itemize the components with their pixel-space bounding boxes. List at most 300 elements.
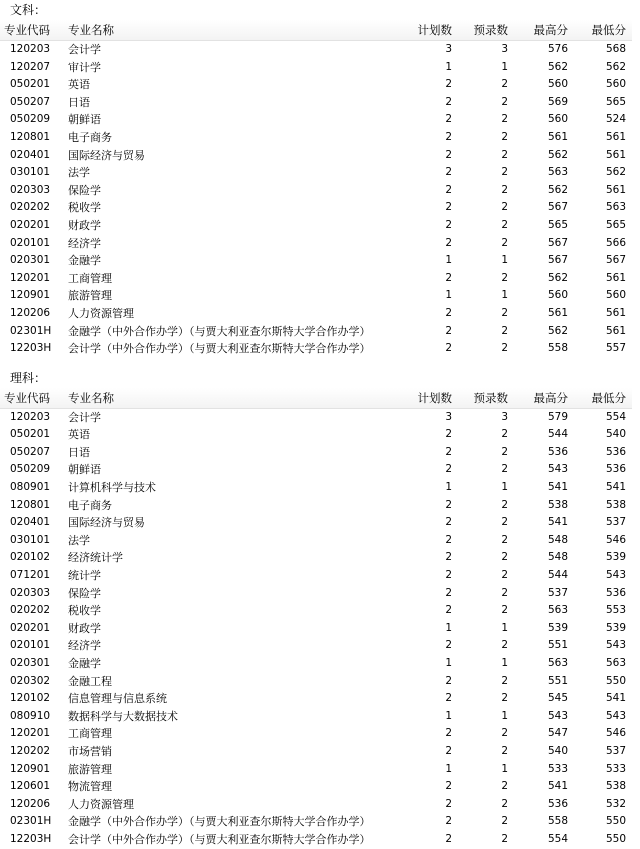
cell-max-score: 558 bbox=[547, 815, 568, 828]
cell-plan-count: 2 bbox=[445, 113, 452, 126]
cell-max-score: 544 bbox=[547, 569, 568, 582]
cell-pre-admit-count: 2 bbox=[501, 586, 508, 599]
cell-pre-admit-count: 1 bbox=[501, 709, 508, 722]
cell-pre-admit-count: 2 bbox=[501, 832, 508, 845]
cell-pre-admit-count: 1 bbox=[501, 657, 508, 669]
cell-major-code: 020202 bbox=[10, 201, 51, 214]
cell-major-name: 经济统计学 bbox=[68, 551, 123, 565]
cell-major-code: 120102 bbox=[10, 692, 51, 705]
cell-plan-count: 2 bbox=[445, 692, 452, 705]
cell-major-name: 保险学 bbox=[68, 183, 101, 197]
cell-plan-count: 2 bbox=[445, 95, 452, 108]
table-row bbox=[0, 796, 632, 814]
cell-plan-count: 1 bbox=[445, 762, 452, 775]
cell-major-code: 120207 bbox=[10, 60, 51, 73]
cell-major-name: 金融学（中外合作办学）（与贾大利亚查尔斯特大学合作办学） bbox=[68, 324, 371, 338]
cell-plan-count: 2 bbox=[445, 445, 452, 458]
cell-max-score: 545 bbox=[547, 692, 568, 705]
cell-major-code: 020201 bbox=[10, 621, 51, 634]
table-row bbox=[0, 567, 632, 585]
table-header-row bbox=[0, 20, 632, 41]
cell-plan-count: 2 bbox=[445, 815, 452, 828]
cell-major-name: 市场营销 bbox=[68, 744, 112, 758]
table-row bbox=[0, 340, 632, 358]
column-header-pre-admit: 预录数 bbox=[458, 20, 514, 41]
cell-plan-count: 2 bbox=[445, 744, 452, 757]
cell-pre-admit-count: 1 bbox=[501, 254, 508, 267]
cell-pre-admit-count: 2 bbox=[501, 324, 508, 337]
cell-pre-admit-count: 3 bbox=[501, 410, 508, 423]
cell-pre-admit-count: 2 bbox=[501, 342, 508, 355]
column-header-plan: 计划数 bbox=[392, 388, 458, 409]
cell-major-name: 朝鲜语 bbox=[68, 113, 101, 127]
cell-max-score: 551 bbox=[547, 639, 568, 652]
cell-major-name: 财政学 bbox=[68, 621, 101, 635]
table-row bbox=[0, 270, 632, 288]
cell-plan-count: 2 bbox=[445, 604, 452, 617]
cell-major-code: 020303 bbox=[10, 586, 51, 599]
cell-pre-admit-count: 2 bbox=[501, 78, 508, 91]
cell-max-score: 560 bbox=[547, 78, 568, 91]
cell-min-score: 554 bbox=[605, 410, 626, 423]
cell-min-score: 550 bbox=[605, 832, 626, 845]
cell-major-name: 日语 bbox=[68, 95, 90, 109]
cell-plan-count: 2 bbox=[445, 428, 452, 441]
cell-pre-admit-count: 1 bbox=[501, 762, 508, 775]
cell-major-name: 法学 bbox=[68, 533, 90, 547]
cell-major-name: 人力资源管理 bbox=[68, 797, 134, 811]
cell-max-score: 540 bbox=[547, 744, 568, 757]
cell-pre-admit-count: 2 bbox=[501, 815, 508, 828]
cell-pre-admit-count: 2 bbox=[501, 797, 508, 810]
table-row bbox=[0, 41, 632, 59]
cell-major-name: 金融学（中外合作办学）（与贾大利亚查尔斯特大学合作办学） bbox=[68, 815, 371, 829]
cell-plan-count: 2 bbox=[445, 569, 452, 582]
table-row bbox=[0, 217, 632, 235]
cell-min-score: 562 bbox=[605, 166, 626, 179]
table-row bbox=[0, 585, 632, 603]
cell-plan-count: 2 bbox=[445, 533, 452, 546]
cell-major-name: 金融学 bbox=[68, 657, 101, 670]
cell-max-score: 563 bbox=[547, 166, 568, 179]
cell-plan-count: 2 bbox=[445, 498, 452, 511]
table-row bbox=[0, 76, 632, 94]
cell-major-name: 税收学 bbox=[68, 604, 101, 618]
cell-major-code: 120801 bbox=[10, 498, 51, 511]
cell-pre-admit-count: 2 bbox=[501, 95, 508, 108]
cell-pre-admit-count: 1 bbox=[501, 621, 508, 634]
table-row bbox=[0, 708, 632, 726]
cell-min-score: 537 bbox=[605, 516, 626, 529]
cell-major-name: 朝鲜语 bbox=[68, 463, 101, 477]
cell-pre-admit-count: 2 bbox=[501, 428, 508, 441]
cell-max-score: 562 bbox=[547, 183, 568, 196]
column-header-name: 专业名称 bbox=[62, 388, 392, 409]
cell-plan-count: 2 bbox=[445, 342, 452, 355]
table-row bbox=[0, 761, 632, 779]
cell-min-score: 539 bbox=[605, 551, 626, 564]
cell-min-score: 567 bbox=[605, 254, 626, 267]
cell-major-name: 英语 bbox=[68, 428, 90, 442]
cell-plan-count: 2 bbox=[445, 797, 452, 810]
table-row bbox=[0, 497, 632, 515]
cell-max-score: 539 bbox=[547, 621, 568, 634]
cell-major-code: 120203 bbox=[10, 410, 51, 423]
cell-min-score: 541 bbox=[605, 692, 626, 705]
cell-min-score: 537 bbox=[605, 744, 626, 757]
cell-pre-admit-count: 2 bbox=[501, 639, 508, 652]
cell-min-score: 536 bbox=[605, 586, 626, 599]
cell-pre-admit-count: 2 bbox=[501, 166, 508, 179]
cell-pre-admit-count: 2 bbox=[501, 569, 508, 582]
cell-max-score: 567 bbox=[547, 236, 568, 249]
cell-min-score: 563 bbox=[605, 657, 626, 669]
cell-max-score: 554 bbox=[547, 832, 568, 845]
cell-major-code: 120206 bbox=[10, 306, 51, 319]
column-header-max-score: 最高分 bbox=[514, 388, 574, 409]
cell-pre-admit-count: 2 bbox=[501, 692, 508, 705]
cell-plan-count: 1 bbox=[445, 254, 452, 267]
cell-major-code: 02301H bbox=[10, 815, 52, 828]
cell-major-name: 数据科学与大数据技术 bbox=[68, 709, 178, 723]
cell-major-code: 050209 bbox=[10, 463, 51, 476]
cell-pre-admit-count: 2 bbox=[501, 148, 508, 161]
table-row bbox=[0, 620, 632, 638]
cell-min-score: 561 bbox=[605, 324, 626, 337]
cell-major-name: 税收学 bbox=[68, 201, 101, 215]
cell-min-score: 561 bbox=[605, 130, 626, 143]
cell-max-score: 560 bbox=[547, 289, 568, 302]
table-row bbox=[0, 673, 632, 691]
cell-plan-count: 2 bbox=[445, 148, 452, 161]
cell-max-score: 541 bbox=[547, 780, 568, 793]
cell-max-score: 548 bbox=[547, 533, 568, 546]
cell-pre-admit-count: 2 bbox=[501, 533, 508, 546]
cell-plan-count: 2 bbox=[445, 201, 452, 214]
cell-major-code: 030101 bbox=[10, 533, 51, 546]
cell-max-score: 567 bbox=[547, 201, 568, 214]
cell-min-score: 539 bbox=[605, 621, 626, 634]
cell-min-score: 532 bbox=[605, 797, 626, 810]
cell-plan-count: 3 bbox=[445, 410, 452, 423]
cell-plan-count: 2 bbox=[445, 271, 452, 284]
cell-pre-admit-count: 2 bbox=[501, 551, 508, 564]
cell-plan-count: 2 bbox=[445, 639, 452, 652]
cell-major-name: 财政学 bbox=[68, 218, 101, 232]
cell-major-name: 统计学 bbox=[68, 569, 101, 583]
cell-pre-admit-count: 2 bbox=[501, 183, 508, 196]
cell-min-score: 566 bbox=[605, 236, 626, 249]
cell-max-score: 562 bbox=[547, 271, 568, 284]
cell-max-score: 561 bbox=[547, 130, 568, 143]
cell-major-code: 12203H bbox=[10, 832, 52, 845]
cell-max-score: 543 bbox=[547, 709, 568, 722]
table-row bbox=[0, 164, 632, 182]
cell-major-name: 国际经济与贸易 bbox=[68, 516, 145, 530]
cell-major-code: 020302 bbox=[10, 674, 51, 687]
cell-pre-admit-count: 3 bbox=[501, 43, 508, 55]
cell-major-code: 020303 bbox=[10, 183, 51, 196]
cell-major-name: 会计学 bbox=[68, 43, 101, 56]
cell-max-score: 562 bbox=[547, 60, 568, 73]
cell-major-code: 120901 bbox=[10, 762, 51, 775]
cell-major-name: 法学 bbox=[68, 166, 90, 180]
liberal-arts-section bbox=[0, 0, 640, 358]
table-row bbox=[0, 813, 632, 831]
cell-min-score: 543 bbox=[605, 569, 626, 582]
cell-major-name: 计算机科学与技术 bbox=[68, 481, 156, 495]
admission-table bbox=[0, 388, 632, 849]
section-title: 文科： bbox=[10, 3, 47, 17]
cell-major-code: 050201 bbox=[10, 428, 51, 441]
cell-major-name: 会计学 bbox=[68, 410, 101, 424]
cell-major-code: 050207 bbox=[10, 445, 51, 458]
cell-major-code: 080901 bbox=[10, 481, 51, 494]
cell-major-code: 120203 bbox=[10, 43, 51, 55]
table-row bbox=[0, 111, 632, 129]
table-row bbox=[0, 655, 632, 673]
admission-table bbox=[0, 20, 632, 358]
cell-plan-count: 2 bbox=[445, 727, 452, 740]
cell-max-score: 569 bbox=[547, 95, 568, 108]
cell-major-code: 020201 bbox=[10, 218, 51, 231]
cell-plan-count: 2 bbox=[445, 551, 452, 564]
cell-major-code: 120201 bbox=[10, 727, 51, 740]
cell-major-name: 国际经济与贸易 bbox=[68, 148, 145, 162]
cell-pre-admit-count: 2 bbox=[501, 516, 508, 529]
cell-major-code: 020101 bbox=[10, 639, 51, 652]
cell-plan-count: 1 bbox=[445, 657, 452, 669]
table-row bbox=[0, 252, 632, 270]
cell-min-score: 550 bbox=[605, 815, 626, 828]
cell-plan-count: 1 bbox=[445, 289, 452, 302]
cell-major-name: 保险学 bbox=[68, 586, 101, 600]
cell-max-score: 558 bbox=[547, 342, 568, 355]
cell-min-score: 560 bbox=[605, 78, 626, 91]
cell-major-name: 日语 bbox=[68, 445, 90, 459]
cell-plan-count: 2 bbox=[445, 780, 452, 793]
cell-max-score: 563 bbox=[547, 657, 568, 669]
cell-major-code: 12203H bbox=[10, 342, 52, 355]
cell-max-score: 560 bbox=[547, 113, 568, 126]
column-header-min-score: 最低分 bbox=[574, 388, 632, 409]
cell-plan-count: 2 bbox=[445, 463, 452, 476]
cell-major-code: 080910 bbox=[10, 709, 51, 722]
cell-plan-count: 1 bbox=[445, 621, 452, 634]
cell-min-score: 550 bbox=[605, 674, 626, 687]
cell-plan-count: 2 bbox=[445, 586, 452, 599]
cell-pre-admit-count: 2 bbox=[501, 201, 508, 214]
table-row bbox=[0, 461, 632, 479]
section-title: 理科： bbox=[10, 370, 47, 385]
cell-pre-admit-count: 2 bbox=[501, 727, 508, 740]
column-header-max-score: 最高分 bbox=[514, 20, 574, 41]
table-row bbox=[0, 444, 632, 462]
cell-min-score: 561 bbox=[605, 306, 626, 319]
cell-pre-admit-count: 2 bbox=[501, 218, 508, 231]
cell-min-score: 565 bbox=[605, 218, 626, 231]
column-header-plan: 计划数 bbox=[392, 20, 458, 41]
table-row bbox=[0, 549, 632, 567]
cell-max-score: 567 bbox=[547, 254, 568, 267]
cell-major-code: 020101 bbox=[10, 236, 51, 249]
column-header-code: 专业代码 bbox=[0, 388, 62, 409]
cell-pre-admit-count: 2 bbox=[501, 236, 508, 249]
table-row bbox=[0, 690, 632, 708]
cell-min-score: 546 bbox=[605, 727, 626, 740]
table-row bbox=[0, 287, 632, 305]
table-row bbox=[0, 725, 632, 743]
cell-major-name: 旅游管理 bbox=[68, 762, 112, 776]
cell-major-code: 020301 bbox=[10, 657, 51, 669]
table-row bbox=[0, 199, 632, 217]
table-header-row bbox=[0, 388, 632, 409]
cell-min-score: 538 bbox=[605, 780, 626, 793]
cell-min-score: 541 bbox=[605, 481, 626, 494]
science-section bbox=[0, 368, 640, 849]
cell-major-code: 020401 bbox=[10, 516, 51, 529]
cell-min-score: 565 bbox=[605, 95, 626, 108]
cell-major-code: 020202 bbox=[10, 604, 51, 617]
column-header-name: 专业名称 bbox=[62, 20, 392, 41]
cell-plan-count: 2 bbox=[445, 78, 452, 91]
cell-min-score: 561 bbox=[605, 183, 626, 196]
table-row bbox=[0, 778, 632, 796]
cell-major-code: 020301 bbox=[10, 254, 51, 267]
table-row bbox=[0, 426, 632, 444]
table-row bbox=[0, 59, 632, 77]
table-row bbox=[0, 602, 632, 620]
cell-major-name: 电子商务 bbox=[68, 130, 112, 144]
cell-major-code: 120801 bbox=[10, 130, 51, 143]
cell-major-name: 电子商务 bbox=[68, 498, 112, 512]
table-row bbox=[0, 743, 632, 761]
cell-major-code: 050207 bbox=[10, 95, 51, 108]
cell-min-score: 563 bbox=[605, 201, 626, 214]
cell-pre-admit-count: 2 bbox=[501, 113, 508, 126]
cell-plan-count: 2 bbox=[445, 183, 452, 196]
cell-min-score: 540 bbox=[605, 428, 626, 441]
column-header-code: 专业代码 bbox=[0, 20, 62, 41]
cell-pre-admit-count: 2 bbox=[501, 744, 508, 757]
cell-major-name: 工商管理 bbox=[68, 271, 112, 285]
cell-major-code: 050209 bbox=[10, 113, 51, 126]
cell-min-score: 524 bbox=[605, 113, 626, 126]
cell-min-score: 536 bbox=[605, 463, 626, 476]
cell-max-score: 562 bbox=[547, 148, 568, 161]
cell-major-name: 旅游管理 bbox=[68, 289, 112, 303]
cell-plan-count: 2 bbox=[445, 832, 452, 845]
cell-major-code: 120201 bbox=[10, 271, 51, 284]
cell-max-score: 544 bbox=[547, 428, 568, 441]
cell-max-score: 541 bbox=[547, 516, 568, 529]
cell-min-score: 543 bbox=[605, 639, 626, 652]
cell-max-score: 533 bbox=[547, 762, 568, 775]
table-row bbox=[0, 235, 632, 253]
cell-major-code: 020102 bbox=[10, 551, 51, 564]
cell-major-name: 金融学 bbox=[68, 254, 101, 268]
cell-major-name: 经济学 bbox=[68, 639, 101, 653]
cell-min-score: 543 bbox=[605, 709, 626, 722]
cell-major-name: 物流管理 bbox=[68, 780, 112, 794]
cell-pre-admit-count: 1 bbox=[501, 289, 508, 302]
cell-max-score: 547 bbox=[547, 727, 568, 740]
cell-plan-count: 2 bbox=[445, 218, 452, 231]
cell-plan-count: 2 bbox=[445, 674, 452, 687]
cell-max-score: 562 bbox=[547, 324, 568, 337]
cell-plan-count: 2 bbox=[445, 324, 452, 337]
cell-min-score: 553 bbox=[605, 604, 626, 617]
cell-plan-count: 1 bbox=[445, 481, 452, 494]
cell-plan-count: 2 bbox=[445, 306, 452, 319]
cell-plan-count: 1 bbox=[445, 60, 452, 73]
table-row bbox=[0, 532, 632, 550]
cell-plan-count: 2 bbox=[445, 236, 452, 249]
cell-max-score: 565 bbox=[547, 218, 568, 231]
cell-major-code: 030101 bbox=[10, 166, 51, 179]
cell-plan-count: 3 bbox=[445, 43, 452, 55]
table-row bbox=[0, 408, 632, 426]
column-header-min-score: 最低分 bbox=[574, 20, 632, 41]
cell-major-code: 050201 bbox=[10, 78, 51, 91]
cell-major-name: 人力资源管理 bbox=[68, 306, 134, 320]
cell-major-name: 会计学（中外合作办学）（与贾大利亚查尔斯特大学合作办学） bbox=[68, 832, 371, 846]
cell-major-code: 02301H bbox=[10, 324, 52, 337]
table-row bbox=[0, 479, 632, 497]
cell-pre-admit-count: 2 bbox=[501, 271, 508, 284]
cell-major-code: 071201 bbox=[10, 569, 51, 582]
cell-max-score: 576 bbox=[547, 43, 568, 55]
cell-plan-count: 2 bbox=[445, 166, 452, 179]
cell-pre-admit-count: 2 bbox=[501, 604, 508, 617]
cell-min-score: 533 bbox=[605, 762, 626, 775]
cell-max-score: 541 bbox=[547, 481, 568, 494]
cell-min-score: 568 bbox=[605, 43, 626, 55]
table-row bbox=[0, 514, 632, 532]
cell-pre-admit-count: 2 bbox=[501, 463, 508, 476]
table-row bbox=[0, 94, 632, 112]
cell-max-score: 579 bbox=[547, 410, 568, 423]
cell-min-score: 560 bbox=[605, 289, 626, 302]
cell-major-name: 会计学（中外合作办学）（与贾大利亚查尔斯特大学合作办学） bbox=[68, 342, 371, 356]
cell-max-score: 563 bbox=[547, 604, 568, 617]
table-row bbox=[0, 831, 632, 849]
cell-major-code: 120601 bbox=[10, 780, 51, 793]
cell-pre-admit-count: 2 bbox=[501, 445, 508, 458]
cell-max-score: 536 bbox=[547, 445, 568, 458]
table-row bbox=[0, 637, 632, 655]
cell-plan-count: 2 bbox=[445, 130, 452, 143]
column-header-pre-admit: 预录数 bbox=[458, 388, 514, 409]
cell-max-score: 561 bbox=[547, 306, 568, 319]
cell-pre-admit-count: 2 bbox=[501, 674, 508, 687]
cell-max-score: 543 bbox=[547, 463, 568, 476]
cell-min-score: 562 bbox=[605, 60, 626, 73]
cell-min-score: 538 bbox=[605, 498, 626, 511]
cell-major-name: 经济学 bbox=[68, 236, 101, 250]
cell-pre-admit-count: 1 bbox=[501, 481, 508, 494]
cell-major-code: 120206 bbox=[10, 797, 51, 810]
cell-major-name: 金融工程 bbox=[68, 674, 112, 688]
cell-major-code: 120202 bbox=[10, 744, 51, 757]
cell-major-code: 120901 bbox=[10, 289, 51, 302]
cell-pre-admit-count: 1 bbox=[501, 60, 508, 73]
cell-max-score: 551 bbox=[547, 674, 568, 687]
cell-plan-count: 2 bbox=[445, 516, 452, 529]
cell-major-name: 工商管理 bbox=[68, 727, 112, 741]
cell-min-score: 536 bbox=[605, 445, 626, 458]
table-row bbox=[0, 147, 632, 165]
